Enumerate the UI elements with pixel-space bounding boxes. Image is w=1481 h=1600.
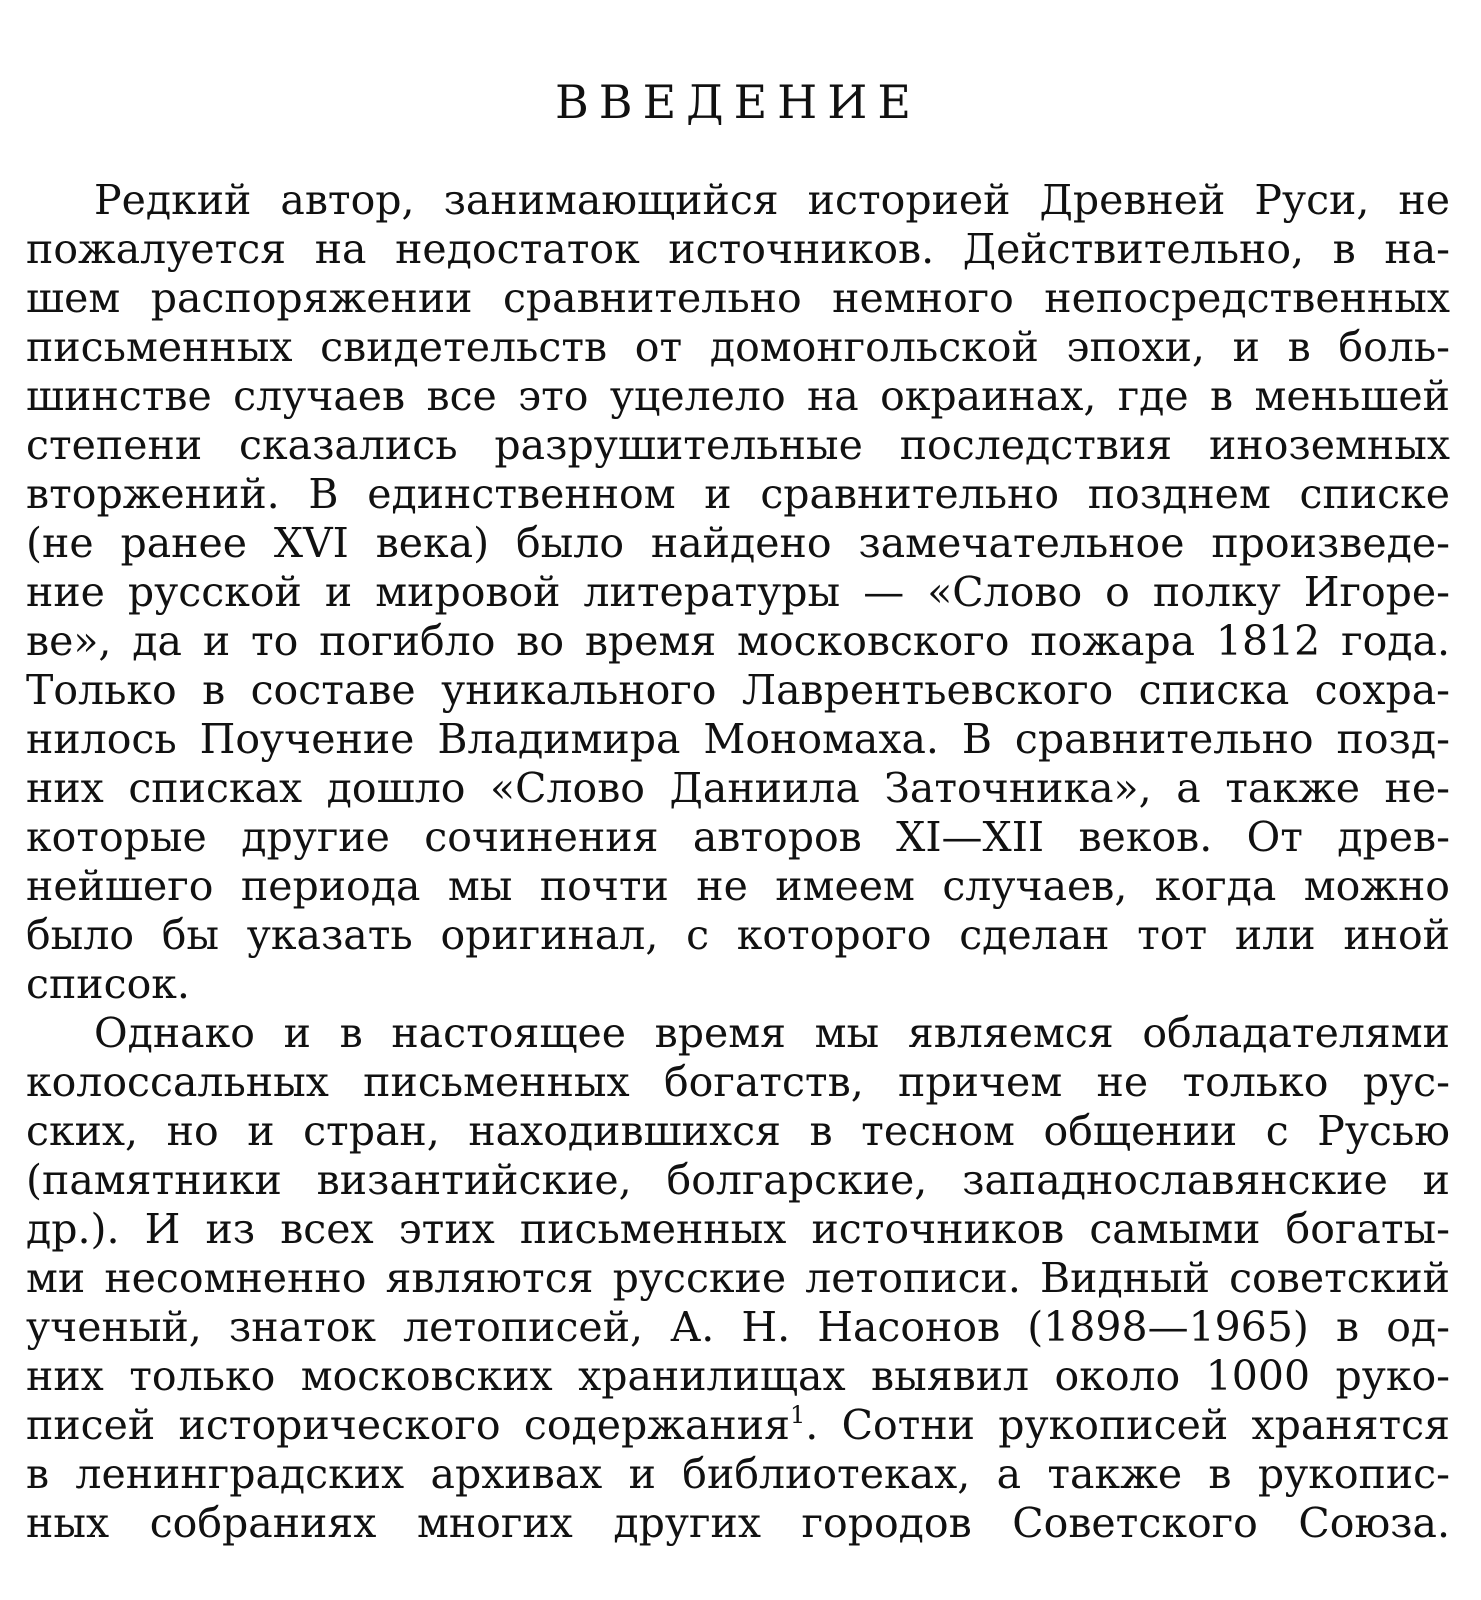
text-line: пожалуется на недостаток источников. Действительно, в на-: [26, 225, 1450, 273]
text-line: которые другие сочинения авторов XI—XII веков. От древ-: [26, 813, 1450, 861]
text-line: ных собраниях многих других городов Советского Союза.: [26, 1499, 1450, 1547]
text-line: них списках дошло «Слово Даниила Заточника», а также не-: [26, 764, 1450, 812]
text-line: Только в составе уникального Лаврентьевского списка сохра-: [26, 666, 1450, 714]
text-line: ми несомненно являются русские летописи. Видный советский: [26, 1254, 1450, 1302]
text-line: Редкий автор, занимающийся историей Древней Руси, не: [94, 176, 1450, 224]
text-line: нейшего периода мы почти не имеем случаев, когда можно: [26, 862, 1450, 910]
footnote-reference[interactable]: 1: [789, 1401, 806, 1429]
text-line: шем распоряжении сравнительно немного непосредственных: [26, 274, 1450, 322]
text-line: Однако и в настоящее время мы являемся обладателями: [94, 1009, 1450, 1057]
text-line: них только московских хранилищах выявил около 1000 руко-: [26, 1352, 1450, 1400]
chapter-title: ВВЕДЕНИЕ: [555, 75, 921, 129]
text-line: (памятники византийские, болгарские, западнославянские и: [26, 1156, 1450, 1204]
text-line: вторжений. В единственном и сравнительно позднем списке: [26, 470, 1450, 518]
line-text-tail: . Сотни рукописей хранятся: [805, 1401, 1450, 1449]
text-line: др.). И из всех этих письменных источников самыми богаты-: [26, 1205, 1450, 1253]
text-line: (не ранее XVI века) было найдено замечательное произведе-: [26, 519, 1450, 567]
text-line: ученый, знаток летописей, А. Н. Насонов (1898—1965) в од-: [26, 1303, 1450, 1351]
text-line: колоссальных письменных богатств, причем не только рус-: [26, 1058, 1450, 1106]
text-line: степени сказались разрушительные последствия иноземных: [26, 421, 1450, 469]
text-line: в ленинградских архивах и библиотеках, а также в рукопис-: [26, 1450, 1450, 1498]
text-line: ве», да и то погибло во время московского пожара 1812 года.: [26, 617, 1450, 665]
text-line: список.: [26, 960, 190, 1008]
text-line: письменных свидетельств от домонгольской эпохи, и в боль-: [26, 323, 1450, 371]
text-line: нилось Поучение Владимира Мономаха. В сравнительно позд-: [26, 715, 1450, 763]
body-text: [26, 176, 1450, 1548]
text-line: шинстве случаев все это уцелело на окраинах, где в меньшей: [26, 372, 1450, 420]
line-text: писей исторического содержания: [26, 1401, 790, 1449]
text-line: было бы указать оригинал, с которого сделан тот или иной: [26, 911, 1450, 959]
text-line-with-footnote: [26, 1401, 1450, 1450]
text-line: ние русской и мировой литературы — «Слово о полку Игоре-: [26, 568, 1450, 616]
text-line: ских, но и стран, находившихся в тесном общении с Русью: [26, 1107, 1450, 1155]
book-page: [26, 0, 1450, 1600]
